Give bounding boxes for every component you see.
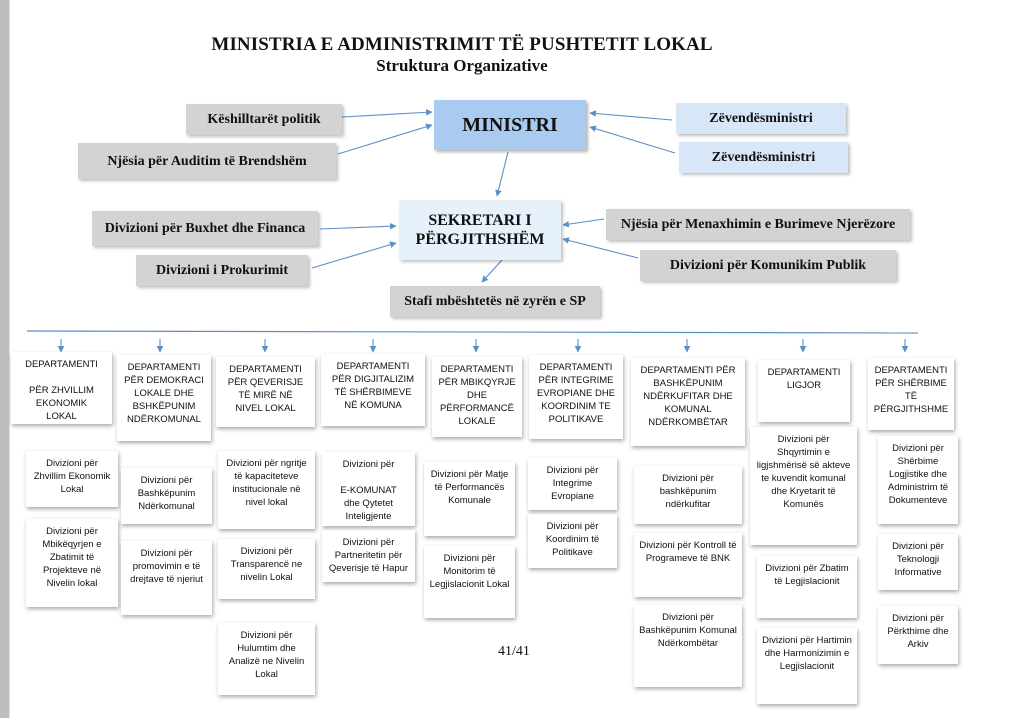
division-card: Divizioni për Matje të Performancës Komunale [424,462,515,536]
arrow-audit [338,125,432,154]
division-card: Divizioni për Përkthime dhe Arkiv [878,606,958,664]
department-local-democracy: DEPARTAMENTI PËR DEMOKRACI LOKALE DHE BSHKËPUNIM NDËRKOMUNAL [117,355,211,441]
support-staff-box: Stafi mbështetës në zyrën e SP [390,286,600,317]
hr-unit-box: Njësia për Menaxhimin e Burimeve Njerëzore [606,209,910,240]
page-number: 41/41 [498,644,530,659]
division-card: Divizioni për Zbatim të Legjislacionit [757,556,857,618]
division-card: Divizioni për Teknologji Informative [878,534,958,590]
department-good-governance: DEPARTAMENTI PËR QEVERISJE TË MIRË NË NIVEL LOKAL [216,357,315,427]
division-card: Divizioni për Transparencë ne nivelin Lokal [218,539,315,599]
department-digitalization: DEPARTAMENTI PËR DIGJITALIZIM TË SHËRBIMEVE NË KOMUNA [321,354,425,426]
budget-division-box: Divizioni për Buxhet dhe Financa [92,211,318,246]
audit-box: Njësia për Auditim të Brendshëm [78,143,336,179]
division-card: Divizioni për Koordinim të Politikave [528,514,617,568]
arrow-hr [563,219,604,225]
secretary-label-line2: PËRGJITHSHËM [415,231,545,248]
arrow-advisors [342,112,432,117]
arrow-procurement [312,243,396,268]
division-card: Divizioni për promovimin e të drejtave të njeriut [121,541,212,615]
division-card: Divizioni për Zhvillim Ekonomik Lokal [26,451,118,507]
division-card: Divizioni për E-KOMUNAT dhe Qytetet Inteligjente [322,452,415,526]
division-card: Divizioni për Bashkëpunim Komunal Ndërkombëtar [634,605,742,687]
ministri-box: MINISTRI [434,100,586,150]
org-title: MINISTRIA E ADMINISTRIMIT TË PUSHTETIT LOKAL [211,34,713,55]
advisors-box: Këshilltarët politik [186,104,342,135]
procurement-division-box: Divizioni i Prokurimit [136,255,308,286]
division-card: Divizioni për Integrime Evropiane [528,458,617,510]
department-local-economic-development: DEPARTAMENTI PËR ZHVILLIM EKONOMIK LOKAL [11,352,112,424]
arrow-deputy2 [590,127,675,153]
department-european-integration: DEPARTAMENTI PËR INTEGRIME EVROPIANE DHE KOORDINIM TE POLITIKAVE [529,355,623,439]
arrow-deputy1 [590,113,672,120]
division-card: Divizioni për bashkëpunim ndërkufitar [634,466,742,524]
secretary-label-line1: SEKRETARI I [428,212,532,229]
division-card: Divizioni për Hartimin dhe Harmonizimin e Legjislacionit [757,628,857,704]
department-cross-border-cooperation: DEPARTAMENTI PËR BASHKËPUNIM NDËRKUFITAR DHE KOMUNAL NDËRKOMBËTAR [631,358,745,446]
arrow-support [482,260,502,282]
division-card: Divizioni për Monitorim të Legjislacionit Lokal [424,546,515,618]
department-oversight-performance: DEPARTAMENTI PËR MBIKQYRJE DHE PËRFORMANCË LOKALE [432,357,522,437]
arrow-pr [563,239,638,258]
division-card: Divizioni për Shërbime Logjistike dhe Administrim të Dokumenteve [878,436,958,524]
deputy-minister-box-1: Zëvendësministri [676,103,846,134]
division-card: Divizioni për Mbikëqyrjen e Zbatimit të Projekteve në Nivelin lokal [26,519,118,607]
department-bus [27,331,918,333]
division-card: Divizioni për Bashkëpunim Ndërkomunal [121,468,212,524]
department-legal: DEPARTAMENTI LIGJOR [758,360,850,422]
arrow-budget [320,226,396,229]
division-card: Divizioni për Partneritetin për Qeverisje të Hapur [322,530,415,582]
division-card: Divizioni për Shqyrtimin e ligjshmërisë së akteve te kuvendit komunal dhe Kryetarit të Komunës [750,427,857,545]
division-card: Divizioni për Kontroll të Programeve të BNK [634,533,742,597]
arrow-ministri-sp [497,152,508,196]
division-card: Divizioni për Hulumtim dhe Analizë ne Nivelin Lokal [218,623,315,695]
division-card: Divizioni për ngritje të kapaciteteve institucionale në nivel lokal [218,451,315,529]
secretary-general-box [399,200,561,260]
public-communication-box: Divizioni për Komunikim Publik [640,250,896,281]
deputy-minister-box-2: Zëvendësministri [679,142,848,173]
org-subtitle: Struktura Organizative [376,56,548,75]
department-general-services: DEPARTAMENTI PËR SHËRBIME TË PËRGJITHSHME [868,358,954,430]
